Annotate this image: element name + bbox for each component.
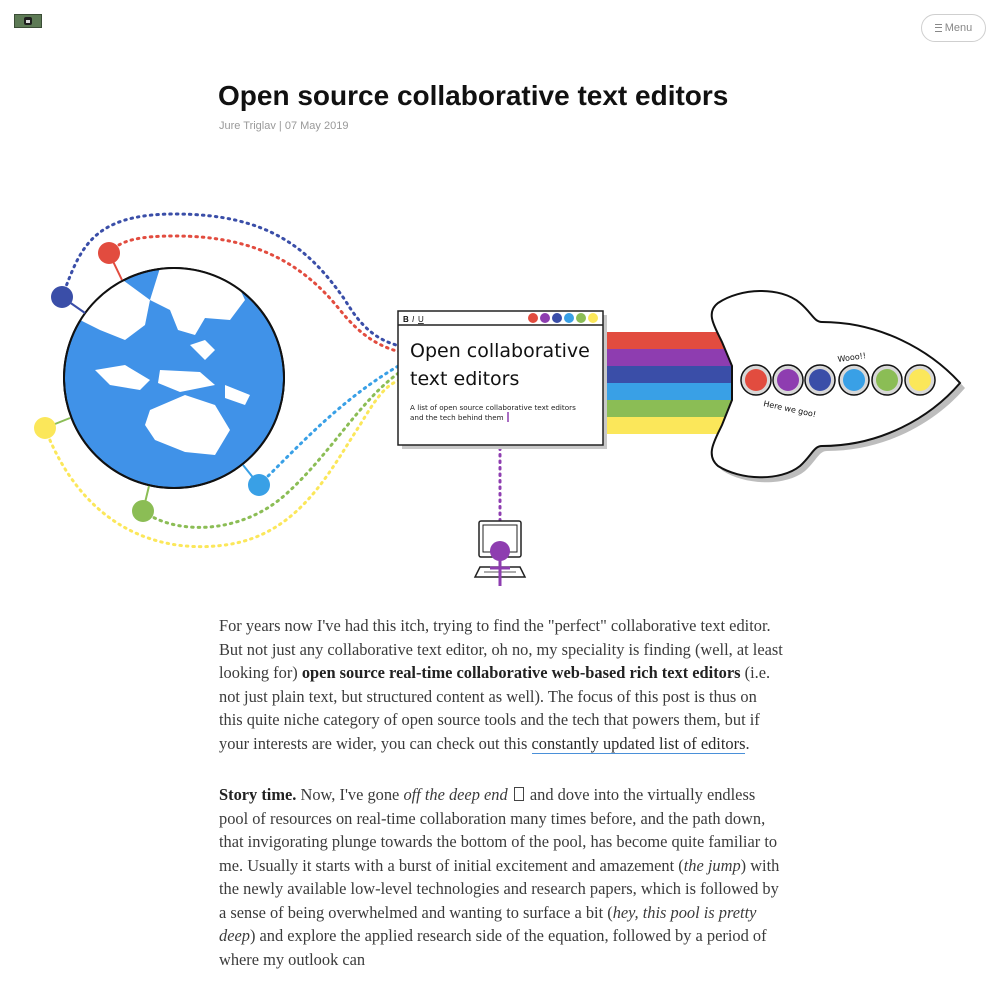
toolbar-bold: B [403, 315, 409, 324]
editor-title-line2: text editors [410, 368, 520, 390]
editor-desc-line1: A list of open source collaborative text editors [410, 403, 576, 412]
rainbow-trail [603, 332, 738, 434]
article-paragraph-1 [219, 614, 784, 755]
rocket-text-here-we-go: Here we goo! [762, 399, 817, 420]
paragraph-text: . [745, 733, 750, 753]
user-node-blue [248, 474, 270, 496]
paragraph-text: ) with the newly available low-level technologies and research papers, which is followed by a sense of being overwhelmed and wanting to surface a bit ( [219, 855, 780, 922]
editor-window-illustration [398, 311, 607, 449]
logo-icon [24, 17, 32, 25]
article-paragraph-2 [219, 783, 784, 971]
toolbar-italic: I [412, 315, 415, 324]
menu-label: Menu [944, 22, 973, 34]
user-node-red [98, 242, 120, 264]
byline-separator: | [278, 120, 282, 132]
paragraph-text: Now, I've gone [296, 785, 404, 804]
post-author: Jure Triglav [219, 120, 276, 132]
paragraph-italic: hey, this pool is pretty deep [219, 902, 757, 945]
paragraph-italic: the jump [683, 855, 741, 875]
post-date: 07 May 2019 [284, 120, 349, 132]
post-byline [219, 120, 348, 132]
globe-icon [64, 268, 284, 488]
menu-button[interactable] [921, 14, 986, 42]
paragraph-italic: off the deep end [403, 785, 508, 804]
editors-list-link[interactable]: constantly updated list of editors [531, 733, 746, 753]
paragraph-text: For years now I've had this itch, trying to find the "perfect" collaborative text editor. But not just any collaborative text editor, oh no, my speciality is finding (well, at least looking for) [219, 616, 783, 682]
article-body [219, 614, 784, 999]
editor-title-line1: Open collaborative [410, 340, 590, 362]
hero-illustration [0, 185, 1000, 595]
paragraph-text: and dove into the virtually endless pool of resources on real-time collaboration many times before, and the path down, that invigorating plunge towards the bottom of the pool, has become quite familiar to me. Usually it starts with a burst of initial excitement and amazement ( [219, 785, 778, 875]
hamburger-icon [935, 24, 942, 32]
user-node-indigo [51, 286, 73, 308]
rocket-illustration [712, 291, 965, 482]
site-logo[interactable] [14, 14, 42, 28]
paragraph-text: ) and explore the applied research side of the equation, followed by a period of where my outlook can [219, 926, 767, 969]
computer-user-icon [475, 521, 525, 586]
rocket-text-wooo: Wooo!! [837, 351, 867, 364]
paragraph-bold: open source real-time collaborative web-based rich text editors [301, 663, 741, 682]
user-node-green [132, 500, 154, 522]
editor-desc-line2: and the tech behind them [410, 413, 504, 422]
toolbar-underline: U [418, 315, 424, 324]
page-title: Open source collaborative text editors [218, 80, 729, 111]
paragraph-bold: Story time. [219, 785, 297, 804]
user-node-yellow [34, 417, 56, 439]
paragraph-text: (i.e. not just plain text, but structured content as well). The focus of this post is thus on this quite niche category of open source tools and the tech that powers them, but if your interests are wider, you can check out this [219, 663, 771, 753]
emoji-placeholder-icon [514, 787, 524, 801]
